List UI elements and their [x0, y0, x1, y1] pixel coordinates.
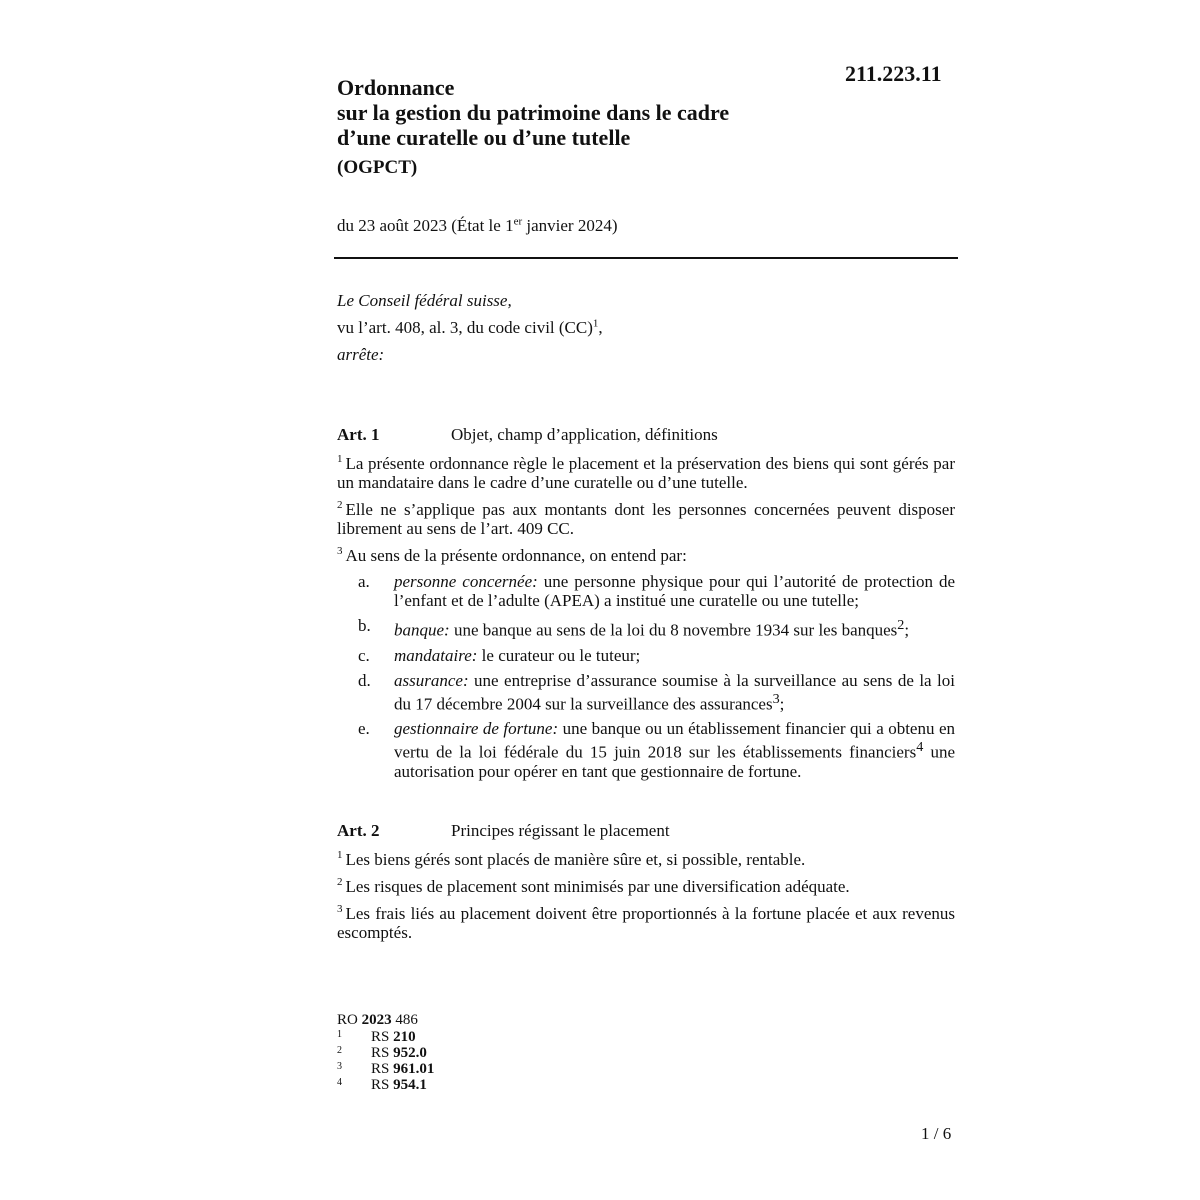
footnote-number: 3	[337, 1061, 342, 1072]
article-number: Art. 2	[337, 821, 380, 840]
item-text	[394, 616, 955, 640]
footnote-prefix: RS	[371, 1061, 394, 1077]
footnote-text	[371, 1061, 434, 1077]
footnote-ref: 4	[916, 739, 924, 756]
paragraph-text: La présente ordonnance règle le placement et la préservation des biens qui sont gérés par un mandataire dans le cadre d’une curatelle ou d’une tutelle.	[337, 454, 955, 492]
footnote-reference: 954.1	[393, 1077, 427, 1093]
item-text	[394, 719, 955, 781]
preamble-legal-basis	[337, 314, 603, 341]
preamble-decree: arrête:	[337, 345, 385, 364]
footnote	[337, 1061, 434, 1077]
definition-text: une banque ou un établissement financier qui a obtenu en vertu de la loi fédérale du 15 juin 2018 sur les établissements financiers	[394, 719, 955, 762]
paragraph-number: 1	[337, 453, 343, 466]
defined-term: mandataire:	[394, 645, 478, 665]
footnote-prefix: RS	[371, 1045, 394, 1061]
article-1	[337, 425, 955, 781]
paragraph	[337, 904, 955, 942]
definition-text: une personne physique pour qui l’autorité de protection de l’enfant et de l’adulte (APEA) a institué une curatelle ou une tutelle;	[394, 572, 956, 610]
title-line: Ordonnance	[337, 75, 455, 100]
item-letter: b.	[358, 616, 371, 635]
footnote-number: 2	[337, 1045, 342, 1056]
item-text	[394, 572, 955, 610]
ro-year: 2023	[361, 1012, 392, 1028]
definition-text: une banque au sens de la loi du 8 novembre 1934 sur les banques	[449, 620, 898, 640]
paragraph	[337, 877, 955, 896]
article-title: Objet, champ d’application, définitions	[451, 425, 718, 444]
defined-term: gestionnaire de fortune:	[394, 719, 559, 739]
paragraph-number: 1	[337, 849, 343, 862]
footnote-reference: 961.01	[393, 1061, 435, 1077]
definition-item	[337, 616, 955, 640]
definition-item	[337, 671, 955, 714]
footnote-ref: 3	[772, 690, 780, 707]
footnote	[337, 1077, 434, 1093]
definition-text: le curateur ou le tuteur;	[477, 645, 641, 665]
footnote-number: 4	[337, 1077, 342, 1088]
footnote-ref: 1	[592, 317, 599, 330]
footnote-prefix: RS	[371, 1077, 394, 1093]
article-title: Principes régissant le placement	[451, 821, 670, 840]
item-letter: c.	[358, 645, 370, 665]
footnote-reference: 210	[393, 1029, 416, 1045]
footnote	[337, 1045, 434, 1061]
item-letter: e.	[358, 719, 370, 739]
defined-term: banque:	[394, 620, 450, 640]
item-letter: a.	[358, 572, 370, 591]
paragraph-text: Les risques de placement sont minimisés par une diversification adéquate.	[345, 877, 850, 896]
paragraph-text: Les frais liés au placement doivent être proportionnés à la fortune placée et aux revenus escomptés.	[337, 904, 955, 942]
ro-page: 486	[391, 1012, 418, 1028]
definition-item	[337, 572, 955, 610]
paragraph-text: Elle ne s’applique pas aux montants dont les personnes concernées peuvent disposer librement au sens de l’art. 409 CC.	[337, 500, 955, 538]
footnote-ref: 2	[897, 617, 905, 633]
article-number: Art. 1	[337, 425, 380, 444]
footnote	[337, 1029, 434, 1045]
title-abbreviation: (OGPCT)	[337, 157, 418, 178]
paragraph-number: 2	[337, 876, 343, 889]
footnote-number: 1	[337, 1029, 342, 1040]
date-prefix: du 23 août 2023 (État le 1	[337, 216, 514, 235]
preamble-authority: Le Conseil fédéral suisse,	[337, 291, 512, 310]
paragraph-number: 2	[337, 499, 343, 512]
date-line	[337, 216, 617, 236]
definition-item	[337, 719, 955, 781]
definition-text: une entreprise d’assurance soumise à la surveillance au sens de la loi du 17 décembre 2004 sur la surveillance des assurances	[394, 670, 955, 714]
page-number: 1 / 6	[921, 1124, 952, 1143]
item-letter: d.	[358, 670, 371, 690]
article-heading	[337, 821, 955, 841]
footnote-text	[371, 1077, 427, 1093]
paragraph-number: 3	[337, 545, 343, 558]
official-compilation-ref	[337, 1011, 434, 1029]
date-suffix: janvier 2024)	[522, 216, 618, 235]
paragraph	[337, 850, 955, 869]
definition-list	[337, 572, 955, 781]
ro-prefix: RO	[337, 1012, 362, 1028]
defined-term: assurance:	[394, 670, 469, 690]
paragraph	[337, 546, 955, 565]
footnote-prefix: RS	[371, 1029, 394, 1045]
legal-basis-end: ,	[598, 318, 603, 337]
footnote-text	[371, 1045, 427, 1061]
date-superscript: er	[513, 215, 523, 228]
sr-number: 211.223.11	[845, 61, 942, 86]
preamble	[337, 287, 603, 368]
footnote-reference: 952.0	[393, 1045, 427, 1061]
defined-term: personne concernée:	[394, 572, 538, 591]
footnote-text	[371, 1029, 416, 1045]
paragraph	[337, 454, 955, 492]
title-line: sur la gestion du patrimoine dans le cadre	[337, 100, 730, 125]
paragraph-text: Au sens de la présente ordonnance, on entend par:	[345, 546, 687, 565]
header-divider	[334, 257, 958, 259]
document-title	[337, 75, 729, 179]
item-text	[394, 671, 955, 714]
definition-text-end: ;	[904, 620, 910, 640]
paragraph-number: 3	[337, 903, 343, 916]
article-2	[337, 821, 955, 942]
paragraph-text: Les biens gérés sont placés de manière sûre et, si possible, rentable.	[345, 850, 806, 869]
title-line: d’une curatelle ou d’une tutelle	[337, 125, 631, 150]
footnotes	[337, 1011, 434, 1093]
definition-text-end: une autorisation pour opérer en tant que gestionnaire de fortune.	[394, 742, 955, 781]
paragraph	[337, 500, 955, 538]
definition-text-end: ;	[779, 694, 785, 714]
legal-basis-text: vu l’art. 408, al. 3, du code civil (CC)	[337, 318, 593, 337]
article-heading	[337, 425, 955, 445]
item-text	[394, 646, 955, 665]
definition-item	[337, 646, 955, 665]
